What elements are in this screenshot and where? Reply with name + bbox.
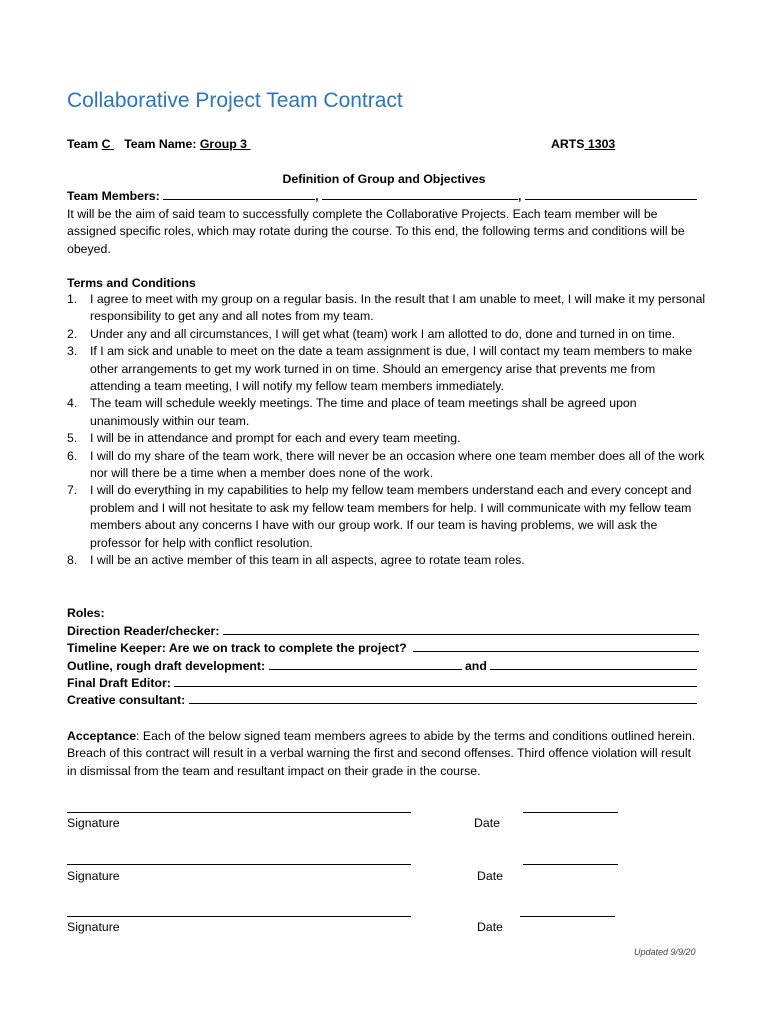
course-label: ARTS bbox=[551, 137, 585, 151]
signature-label-1: Signature bbox=[67, 816, 120, 830]
intro-paragraph: It will be the aim of said team to successfully complete the Collaborative Projects. Each team member will be assigned specific roles, which may rotate during the course. To this end, the following terms and conditions will be obeyed. bbox=[67, 207, 685, 256]
team-member-field-2[interactable] bbox=[322, 188, 518, 200]
creative-field[interactable] bbox=[189, 692, 697, 704]
outline-field-2[interactable] bbox=[490, 658, 697, 670]
direction-reader-field[interactable] bbox=[223, 623, 699, 635]
team-line bbox=[67, 136, 250, 153]
acceptance-paragraph: Acceptance: Each of the below signed team members agrees to abide by the terms and conditions outlined herein. Breach of this contract will result in a verbal warning the first and second offenses. Third offence violation will result in dismissal from the team and resultant impact on their grade in the course. bbox=[67, 729, 696, 778]
list-item: 2. Under any and all circumstances, I will get what (team) work I am allotted to do, done and turned in on time. bbox=[67, 326, 676, 341]
document-title: Collaborative Project Team Contract bbox=[67, 89, 403, 112]
signature-label-3: Signature bbox=[67, 920, 120, 934]
course-value: 1303 bbox=[587, 137, 616, 151]
role-timeline-keeper: Timeline Keeper: Are we on track to complete the project? bbox=[67, 640, 699, 657]
team-members-label: Team Members: bbox=[67, 189, 160, 203]
list-item: 8. I will be an active member of this team in all aspects, agree to rotate team roles. bbox=[67, 553, 525, 568]
roles-heading: Roles: bbox=[67, 606, 105, 620]
team-value: C bbox=[101, 137, 111, 151]
list-item: 6. I will do my share of the team work, there will never be an occasion where one team member does all of the work nor will there be a time when a member does none of the work. bbox=[67, 448, 705, 481]
list-item: 7. I will do everything in my capabilities to help my fellow team members understand each and every concept and problem and I will not hesitate to ask my fellow team members for help. I will communicate with my fellow team members about any concerns I have with our group work. If our team is having problems, we will ask the professor for help with conflict resolution. bbox=[67, 483, 692, 550]
list-item: 4. The team will schedule weekly meetings. The time and place of team meetings shall be agreed upon unanimously within our team. bbox=[67, 396, 637, 428]
date-label-3: Date bbox=[477, 920, 503, 934]
role-creative: Creative consultant: bbox=[67, 692, 697, 709]
section-heading: Definition of Group and Objectives bbox=[282, 172, 486, 186]
signature-label-2: Signature bbox=[67, 869, 120, 883]
date-line-3[interactable] bbox=[520, 916, 615, 917]
role-outline: Outline, rough draft development: and bbox=[67, 658, 697, 675]
list-item: 3. If I am sick and unable to meet on the date a team assignment is due, I will contact my team members to make other arrangements to get my work turned in on time. Should an emergency arise that prevents me from attending a team meeting, I will notify my fellow team members immediately. bbox=[67, 344, 693, 394]
acceptance-label: Acceptance bbox=[67, 729, 137, 743]
team-label: Team bbox=[67, 137, 99, 151]
team-member-field-1[interactable] bbox=[163, 188, 315, 200]
terms-heading: Terms and Conditions bbox=[67, 276, 196, 290]
signature-line-1[interactable] bbox=[67, 812, 411, 813]
outline-field-1[interactable] bbox=[269, 658, 462, 670]
timeline-keeper-field[interactable] bbox=[413, 640, 699, 652]
course-line bbox=[551, 136, 615, 153]
date-label-1: Date bbox=[474, 816, 500, 830]
signature-line-2[interactable] bbox=[67, 864, 411, 865]
team-member-field-3[interactable] bbox=[525, 188, 697, 200]
team-name-label: Team Name: bbox=[124, 137, 197, 151]
team-members-row: Team Members: , , bbox=[67, 188, 707, 205]
team-name-value: Group 3 bbox=[199, 137, 247, 151]
role-direction-reader: Direction Reader/checker: bbox=[67, 623, 699, 640]
date-label-2: Date bbox=[477, 869, 503, 883]
date-line-2[interactable] bbox=[523, 864, 618, 865]
list-item: 5. I will be in attendance and prompt for each and every team meeting. bbox=[67, 431, 461, 446]
updated-footer: Updated 9/9/20 bbox=[634, 947, 696, 957]
signature-line-3[interactable] bbox=[67, 916, 411, 917]
terms-list bbox=[67, 291, 707, 570]
list-item: 1. I agree to meet with my group on a regular basis. In the result that I am unable to meet, I will make it my personal responsibility to get any and all notes from my team. bbox=[67, 292, 706, 324]
final-draft-field[interactable] bbox=[174, 675, 697, 687]
date-line-1[interactable] bbox=[523, 812, 618, 813]
role-final-draft: Final Draft Editor: bbox=[67, 675, 697, 692]
